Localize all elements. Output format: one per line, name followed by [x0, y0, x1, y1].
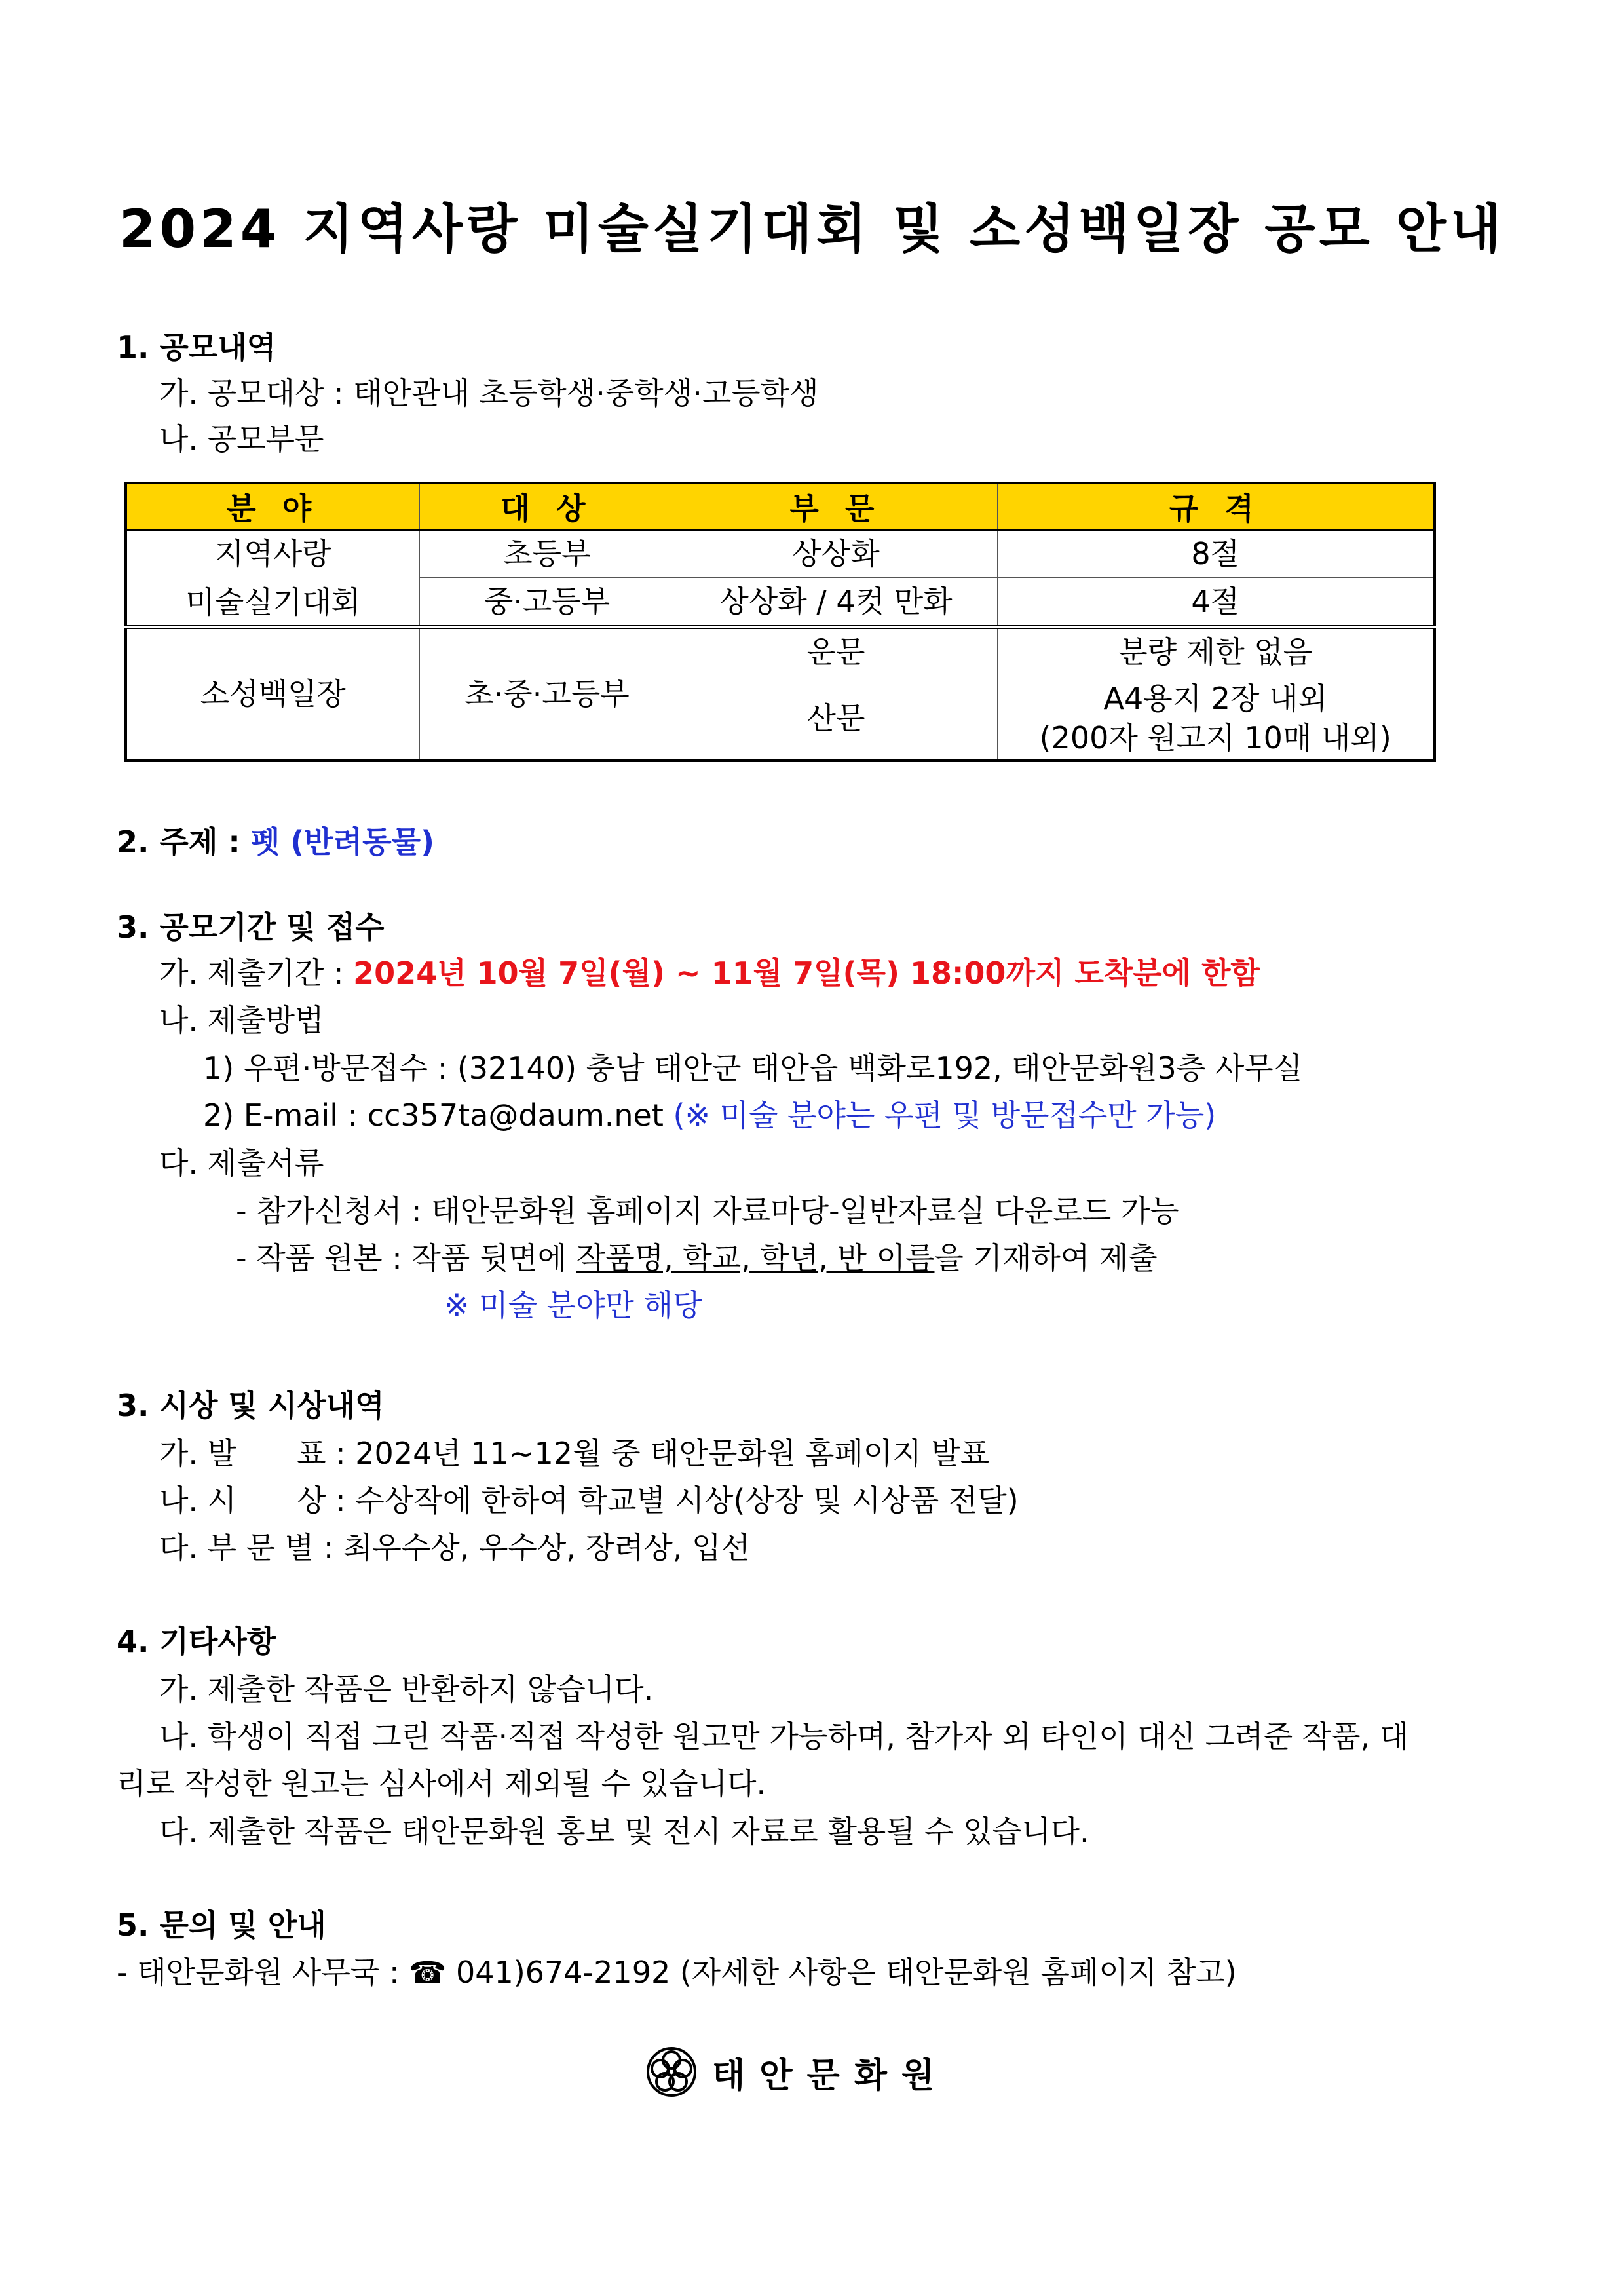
target-line: 가. 공모대상 : 태안관내 초등학생·중학생·고등학생: [159, 375, 819, 411]
document-application: - 참가신청서 : 태안문화원 홈페이지 자료마당-일반자료실 다운로드 가능: [236, 1193, 1179, 1229]
other-b1: 나. 학생이 직접 그린 작품·직접 작성한 원고만 가능하며, 참가자 외 타인이 대신 그려준 작품, 대: [159, 1719, 1409, 1754]
table-row: [126, 529, 1435, 578]
section-cell: 산문: [675, 676, 997, 761]
writing-field-cell: 소성백일장: [126, 627, 419, 761]
art-only-note: ※ 미술 분야만 해당: [444, 1288, 702, 1323]
art-field-line1: 지역사랑: [214, 535, 331, 571]
flower-emblem-icon: [645, 2046, 698, 2098]
section-cell: 상상화: [675, 529, 997, 578]
table-header-row: [126, 483, 1435, 529]
other-b2: 리로 작성한 원고는 심사에서 제외될 수 있습니다.: [117, 1766, 766, 1801]
original-suffix: 을 기재하여 제출: [934, 1240, 1158, 1276]
category-table: [124, 482, 1436, 762]
org-logo: [645, 2046, 949, 2098]
email-label: 2) E-mail : cc357ta@daum.net: [203, 1098, 673, 1133]
section-3-heading: 3. 공모기간 및 접수: [117, 909, 385, 945]
target-cell: 초등부: [419, 529, 675, 578]
header-field: 분 야: [126, 483, 419, 529]
category-line: 나. 공모부문: [159, 421, 324, 457]
phone-icon: ☎: [409, 1955, 447, 1990]
theme-line: [117, 822, 434, 862]
art-field-cell: [126, 529, 419, 627]
section-cell: 상상화 / 4컷 만화: [675, 578, 997, 627]
period-line: [159, 953, 1260, 993]
other-c: 다. 제출한 작품은 태안문화원 홍보 및 전시 자료로 활용될 수 있습니다.: [159, 1814, 1089, 1849]
header-spec: 규 격: [997, 483, 1435, 529]
header-section: 부 문: [675, 483, 997, 529]
writing-target-cell: 초·중·고등부: [419, 627, 675, 761]
method-email: [203, 1096, 1216, 1135]
period-label: 가. 제출기간 :: [159, 955, 354, 991]
other-heading: 4. 기타사항: [117, 1624, 276, 1659]
spec-line1: A4용지 2장 내외: [1103, 680, 1327, 716]
art-field-line2: 미술실기대회: [185, 584, 361, 620]
award-categories-line: 다. 부 문 별 : 최우수상, 우수상, 장려상, 입선: [159, 1530, 750, 1565]
spec-cell: 8절: [997, 529, 1435, 578]
document-original: [236, 1238, 1158, 1278]
original-prefix: - 작품 원본 : 작품 뒷면에: [236, 1240, 576, 1276]
target-cell: 중·고등부: [419, 578, 675, 627]
header-target: 대 상: [419, 483, 675, 529]
award-line: 나. 시 상 : 수상작에 한하여 학교별 시상(상장 및 시상품 전달): [159, 1483, 1019, 1518]
period-value: 2024년 10월 7일(월) ~ 11월 7일(목) 18:00까지 도착분에 한함: [353, 955, 1260, 991]
spec-cell: [997, 676, 1435, 761]
theme-label: 2. 주제 :: [117, 824, 251, 860]
section-cell: 운문: [675, 627, 997, 676]
email-note: (※ 미술 분야는 우편 및 방문접수만 가능): [673, 1098, 1217, 1133]
table-row: [126, 627, 1435, 676]
contact-prefix: - 태안문화원 사무국 :: [117, 1955, 409, 1990]
method-line: 나. 제출방법: [159, 1003, 324, 1038]
documents-line: 다. 제출서류: [159, 1145, 324, 1181]
page-title: 2024 지역사랑 미술실기대회 및 소성백일장 공모 안내: [119, 199, 1505, 259]
theme-value: 펫 (반려동물): [250, 824, 435, 860]
other-a: 가. 제출한 작품은 반환하지 않습니다.: [159, 1672, 654, 1707]
announce-line: 가. 발 표 : 2024년 11~12월 중 태안문화원 홈페이지 발표: [159, 1436, 990, 1471]
contact-suffix: 041)674-2192 (자세한 사항은 태안문화원 홈페이지 참고): [446, 1955, 1237, 1990]
spec-cell: 4절: [997, 578, 1435, 627]
org-name: 태안문화원: [712, 2056, 949, 2095]
awards-heading: 3. 시상 및 시상내역: [117, 1388, 385, 1423]
contact-heading: 5. 문의 및 안내: [117, 1907, 326, 1943]
contact-line: [117, 1953, 1237, 1992]
section-1-heading: 1. 공모내역: [117, 330, 276, 365]
method-mail: 1) 우편·방문접수 : (32140) 충남 태안군 태안읍 백화로192, 태안문화원3층 사무실: [203, 1050, 1303, 1086]
spec-line2: (200자 원고지 10매 내외): [1039, 719, 1391, 756]
spec-cell: 분량 제한 없음: [997, 627, 1435, 676]
original-underlined: 작품명, 학교, 학년, 반 이름: [576, 1240, 935, 1276]
